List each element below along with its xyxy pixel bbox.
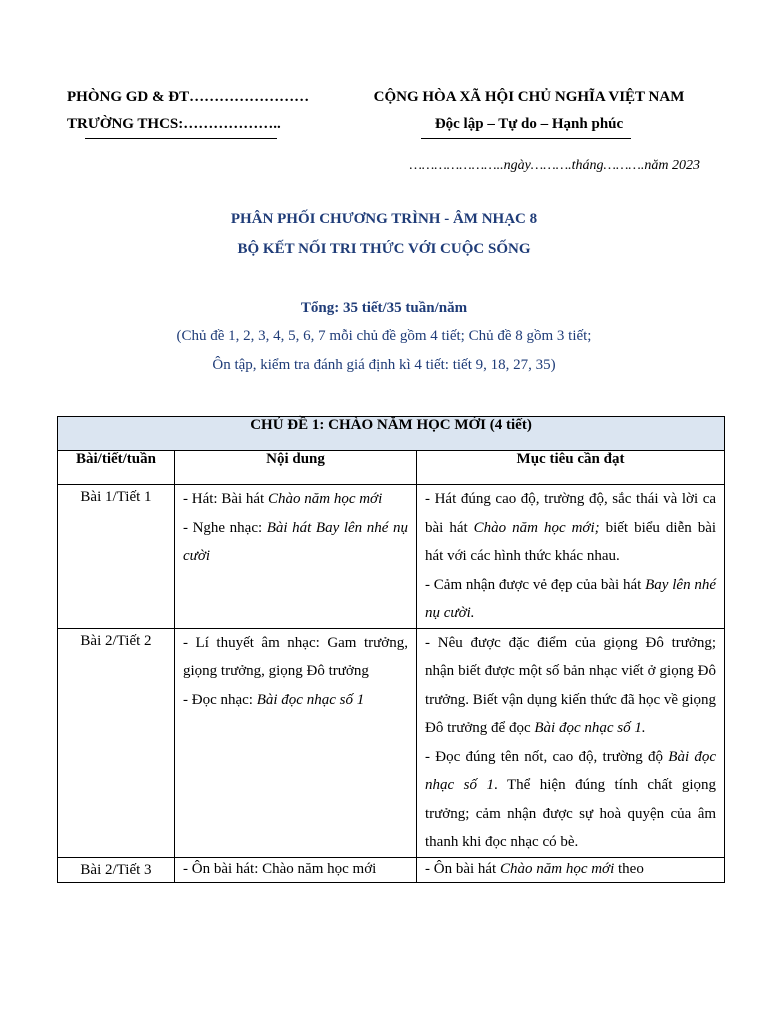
table-row (58, 628, 725, 857)
goal-item: - Hát đúng cao độ, trường độ, sắc thái và lời ca bài hát Chào năm học mới; biết biểu diễn bài hát với các hình thức khác nhau. (425, 491, 717, 564)
goals-cell (417, 628, 725, 857)
lesson-cell: Bài 1/Tiết 1 (58, 485, 175, 629)
goal-item: - Cảm nhận được vẻ đẹp của bài hát Bay lên nhé nụ cười. (425, 576, 717, 621)
header-goals: Mục tiêu cần đạt (417, 451, 725, 485)
header-right (364, 88, 694, 142)
content-cell (175, 857, 417, 882)
curriculum-table (57, 416, 725, 883)
review-note: Ôn tập, kiểm tra đánh giá định kì 4 tiết: tiết 9, 18, 27, 35) (212, 357, 556, 373)
goal-item: - Nêu được đặc điểm của giọng Đô trưởng; nhận biết được một số bản nhạc viết ở giọng Đô trưởng. Biết vận dụng kiến thức đã học về giọng Đô trưởng để đọc Bài đọc nhạc số 1. (425, 634, 717, 736)
header-content: Nội dung (175, 451, 417, 485)
lesson-cell: Bài 2/Tiết 2 (58, 628, 175, 857)
content-item: - Hát: Bài hát Chào năm học mới (183, 491, 383, 507)
goals-cell (417, 857, 725, 882)
goal-item: - Đọc đúng tên nốt, cao độ, trường độ Bài đọc nhạc số 1. Thể hiện đúng tính chất giọng trưởng; cảm nhận được sự hoà quyện của âm thanh khi đọc nhạc có bè. (425, 748, 717, 850)
school-line: TRƯỜNG THCS:……………….. (67, 116, 281, 132)
content-cell (175, 628, 417, 857)
goal-item: - Ôn bài hát Chào năm học mới theo (425, 860, 644, 877)
content-item: - Nghe nhạc: Bài hát Bay lên nhé nụ cười (183, 519, 408, 564)
motto-line: Độc lập – Tự do – Hạnh phúc (434, 116, 624, 132)
document-subtitle: BỘ KẾT NỐI TRI THỨC VỚI CUỘC SỐNG (237, 241, 531, 257)
content-item: - Đọc nhạc: Bài đọc nhạc số 1 (183, 691, 365, 708)
total-periods: Tổng: 35 tiết/35 tuần/năm (300, 300, 468, 316)
content-cell (175, 485, 417, 629)
goals-cell (417, 485, 725, 629)
nation-line: CỘNG HÒA XÃ HỘI CHỦ NGHĨA VIỆT NAM (373, 89, 685, 105)
lesson-cell: Bài 2/Tiết 3 (58, 857, 175, 882)
topic-row (58, 417, 725, 451)
document-title: PHÂN PHỐI CHƯƠNG TRÌNH - ÂM NHẠC 8 (230, 211, 538, 227)
content-item: - Lí thuyết âm nhạc: Gam trưởng, giọng trưởng, giọng Đô trưởng (183, 634, 408, 679)
header-lesson: Bài/tiết/tuần (58, 451, 175, 485)
header-right-rule (421, 138, 631, 139)
content-item: - Ôn bài hát: Chào năm học mới (183, 860, 377, 877)
topic-title: CHỦ ĐỀ 1: CHÀO NĂM HỌC MỚI (4 tiết) (58, 417, 725, 451)
header-left (67, 88, 309, 142)
table-row (58, 485, 725, 629)
topic-note: (Chủ đề 1, 2, 3, 4, 5, 6, 7 mỗi chủ đề gồm 4 tiết; Chủ đề 8 gồm 3 tiết; (176, 328, 592, 344)
table-row (58, 857, 725, 882)
table-header-row (58, 451, 725, 485)
header-left-rule (85, 138, 277, 139)
department-line: PHÒNG GD & ĐT…………………… (67, 89, 310, 105)
date-line: …………………..ngày……….tháng……….năm 2023 (409, 158, 700, 173)
